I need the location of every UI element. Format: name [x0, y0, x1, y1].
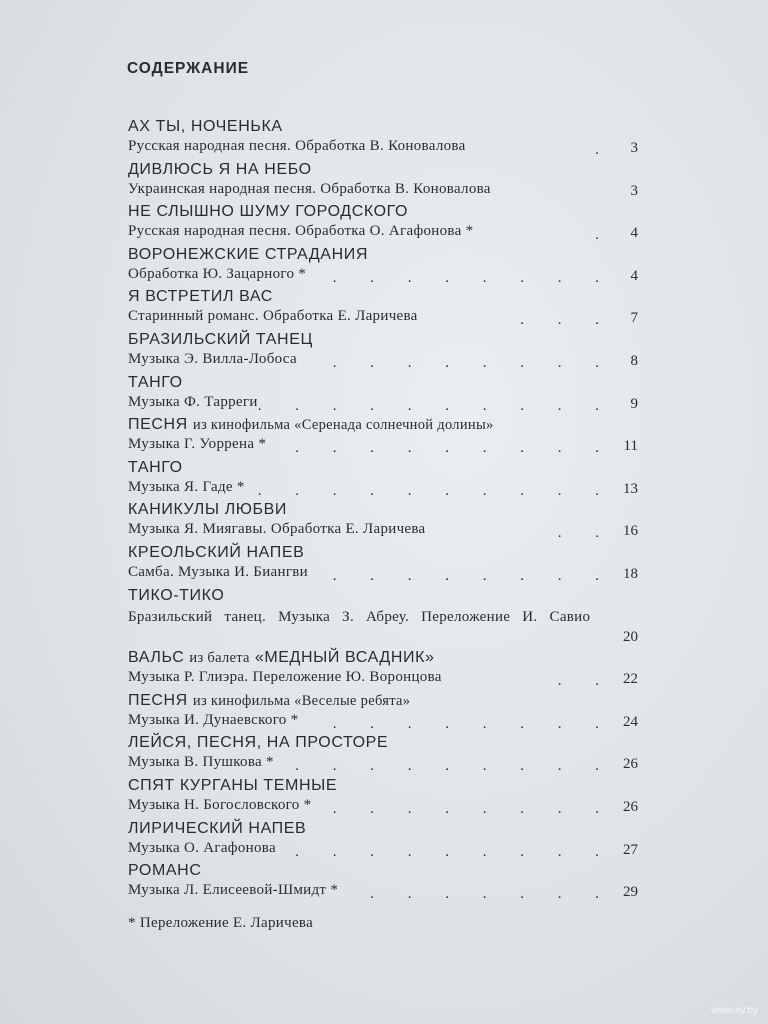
entry-title-main: РОМАНС	[128, 862, 202, 880]
entry-title-main: НЕ СЛЫШНО ШУМУ ГОРОДСКОГО	[128, 203, 409, 221]
toc-entry	[128, 288, 640, 330]
entry-title-source: из кинофильма «Серенада солнечной долины»	[192, 417, 494, 434]
leader-dots: . . . . . . . .	[332, 801, 614, 817]
entry-title-main: СПЯТ КУРГАНЫ ТЕМНЫЕ	[128, 777, 338, 794]
leader-dots: . . . . . . . . . .	[257, 397, 614, 414]
page-number: 3	[630, 140, 638, 156]
entry-title	[128, 288, 273, 306]
toc-entry	[128, 734, 640, 776]
entry-title-main: ПЕСНЯ	[128, 691, 188, 709]
entry-title-main: ВАЛЬС	[128, 649, 185, 667]
leader-dots: . . . . . . . . .	[295, 440, 614, 457]
leader-dots: . . .	[520, 312, 614, 329]
leader-dots: . . . . . . . . . .	[257, 482, 614, 499]
toc-entry	[128, 161, 640, 203]
page-number: 16	[623, 523, 638, 540]
entry-title	[128, 416, 494, 434]
toc-entry	[128, 501, 640, 543]
toc-entry	[128, 587, 640, 649]
toc-entry	[128, 649, 640, 691]
page-number: 7	[630, 310, 638, 327]
entry-description: Музыка Н. Богословского *	[128, 797, 312, 813]
leader-dots: . .	[557, 525, 614, 542]
entry-description: Музыка Я. Гаде *	[128, 478, 245, 495]
entry-description: Бразильский танец. Музыка З. Абреу. Переложение И. Савио	[128, 608, 591, 625]
entry-title-main: КАНИКУЛЫ ЛЮБВИ	[128, 501, 288, 519]
page-number: 26	[623, 799, 638, 815]
entry-title-source: из балета	[189, 650, 250, 667]
page-number: 3	[630, 182, 638, 199]
leader-dots: . . . . . . . .	[332, 269, 614, 286]
page-number: 24	[623, 713, 638, 730]
leader-dots: . . . . . . . .	[332, 355, 614, 371]
entry-title-main: БРАЗИЛЬСКИЙ ТАНЕЦ	[128, 331, 313, 348]
page-number: 9	[630, 395, 638, 412]
entry-title	[128, 374, 183, 392]
leader-dots: . . . . . . . .	[332, 568, 614, 584]
page-number: 18	[623, 566, 638, 582]
entry-title	[128, 544, 304, 562]
toc-entry	[128, 862, 640, 904]
toc-entry	[128, 820, 640, 862]
entry-title	[128, 862, 201, 880]
entry-title-main: ДИВЛЮСЬ Я НА НЕБО	[128, 160, 312, 178]
leader-dots: .	[595, 142, 614, 158]
entry-title	[128, 692, 410, 710]
entry-description: Украинская народная песня. Обработка В. Коновалова	[128, 180, 491, 197]
entry-title	[128, 777, 337, 795]
entry-title	[128, 820, 306, 838]
entry-title-main: ЛЕЙСЯ, ПЕСНЯ, НА ПРОСТОРЕ	[128, 734, 389, 752]
entry-title	[128, 649, 435, 667]
toc-entry	[128, 692, 640, 734]
leader-dots: . . . . . . .	[370, 886, 614, 903]
watermark: www.ay.by	[710, 1005, 758, 1016]
entry-title-main: ПЕСНЯ	[128, 416, 188, 434]
entry-description: Обработка Ю. Зацарного *	[128, 265, 307, 282]
page-number: 11	[623, 438, 638, 455]
page-number: 13	[623, 480, 638, 497]
toc-entry	[128, 777, 640, 819]
page-number: 22	[623, 671, 638, 688]
entry-title	[128, 203, 408, 221]
toc-entry	[128, 374, 640, 416]
entry-description: Музыка Г. Уоррена *	[128, 436, 267, 453]
entry-title-main: КРЕОЛЬСКИЙ НАПЕВ	[128, 544, 305, 561]
leader-dots: . . . . . . . . .	[295, 843, 614, 860]
entry-title	[128, 501, 287, 519]
leader-dots: .	[595, 227, 614, 244]
entry-description: Старинный романс. Обработка Е. Ларичева	[128, 308, 418, 325]
footnote: * Переложение Е. Ларичева	[128, 915, 314, 931]
toc-entry	[128, 246, 640, 288]
entry-title-main: ЛИРИЧЕСКИЙ НАПЕВ	[128, 819, 307, 837]
entry-description: Русская народная песня. Обработка О. Агафонова *	[128, 223, 474, 240]
page-number: 4	[630, 267, 638, 284]
entry-title-main: АХ ТЫ, НОЧЕНЬКА	[128, 118, 283, 135]
page-number: 8	[630, 353, 638, 369]
entry-title	[128, 587, 224, 605]
page-number: 26	[623, 756, 638, 773]
toc-entry	[128, 459, 640, 501]
entry-title	[128, 118, 283, 136]
entry-description: Музыка И. Дунаевского *	[128, 711, 299, 728]
page-number: 4	[630, 225, 638, 242]
entry-title	[128, 734, 388, 752]
entry-title-source: из кинофильма «Веселые ребята»	[192, 692, 411, 709]
leader-dots: . .	[557, 673, 614, 690]
entry-title-main: Я ВСТРЕТИЛ ВАС	[128, 288, 273, 306]
entry-description: Музыка Я. Миягавы. Обработка Е. Ларичева	[128, 521, 426, 538]
entry-title	[128, 246, 368, 264]
toc-entry	[128, 331, 640, 373]
leader-dots: . . . . . . . .	[332, 715, 614, 732]
entry-description: Музыка Р. Глиэра. Переложение Ю. Воронцова	[128, 669, 442, 686]
entry-description: Самба. Музыка И. Биангви	[128, 564, 308, 580]
page-number: 29	[623, 884, 638, 901]
entry-title-main: ТАНГО	[128, 373, 183, 391]
entry-title	[128, 459, 183, 477]
entry-description: Музыка О. Агафонова	[128, 839, 276, 856]
page-number: 20	[623, 628, 638, 645]
entry-title	[128, 331, 313, 349]
entry-description: Музыка Л. Елисеевой-Шмидт *	[128, 882, 339, 899]
toc-entry	[128, 118, 640, 160]
entry-description: Русская народная песня. Обработка В. Коновалова	[128, 138, 466, 154]
entry-title-work: «МЕДНЫЙ ВСАДНИК»	[254, 649, 435, 667]
entry-description: Музыка Э. Вилла-Лобоса	[128, 351, 297, 367]
entry-title-main: ТИКО-ТИКО	[128, 586, 225, 604]
page-number: 27	[623, 841, 638, 858]
entry-description: Музыка В. Пушкова *	[128, 754, 274, 771]
toc-entry	[128, 203, 640, 245]
entry-title-main: ВОРОНЕЖСКИЕ СТРАДАНИЯ	[128, 245, 368, 263]
entry-title	[128, 161, 312, 179]
toc-entry	[128, 416, 640, 458]
toc-entry	[128, 544, 640, 586]
entry-title-main: ТАНГО	[128, 458, 183, 476]
contents-heading: СОДЕРЖАНИЕ	[127, 60, 250, 77]
leader-dots: . . . . . . . . .	[295, 758, 614, 775]
entry-description: Музыка Ф. Тарреги	[128, 393, 258, 410]
